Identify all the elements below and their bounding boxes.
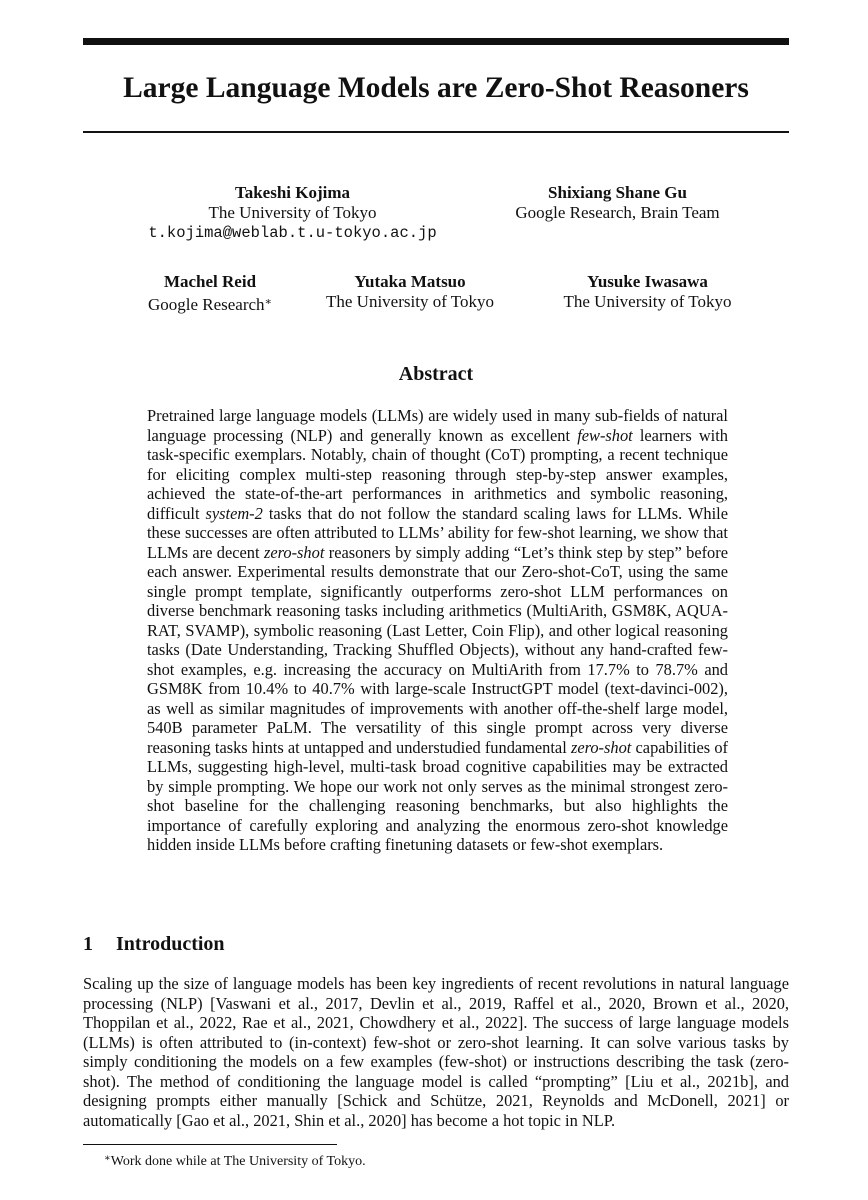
author-affiliation-text: Google Research — [147, 295, 265, 314]
section-title: Introduction — [116, 933, 225, 955]
abstract-emphasis: zero-shot — [263, 542, 325, 562]
abstract-text: learners with task-specific exemplars. Notably, chain of thought (CoT) prompting, a recent technique for eliciting complex multi-step reasoning through step-by-step answer examples, achieved the state-of-the-art performances in arithmetics and symbolic reasoning, difficult — [147, 425, 728, 523]
author-email: t.kojima@weblab.t.u-tokyo.ac.jp — [148, 224, 437, 242]
section-number: 1 — [83, 933, 93, 955]
title-top-rule — [83, 38, 789, 45]
author-affiliation: The University of Tokyo — [563, 292, 732, 311]
abstract-emphasis: zero-shot — [570, 737, 632, 757]
author-name: Takeshi Kojima — [234, 183, 351, 202]
abstract-heading: Abstract — [398, 363, 474, 385]
author-affiliation: The University of Tokyo — [326, 292, 494, 311]
author-name: Shixiang Shane Gu — [548, 183, 687, 202]
author-block — [310, 272, 510, 312]
paper-title: Large Language Models are Zero-Shot Reasoners — [123, 72, 749, 104]
footnote-rule — [83, 1144, 337, 1145]
author-name: Machel Reid — [163, 272, 257, 291]
author-affiliation — [120, 292, 300, 315]
title-bottom-rule — [83, 131, 789, 133]
author-name: Yusuke Iwasawa — [587, 272, 708, 291]
author-affiliation: The University of Tokyo — [208, 203, 377, 222]
abstract-text: tasks that do not follow the standard scaling laws for LLMs. While these successes are often attributed to LLMs’ ability for few-shot learning, we show that LLMs are decent — [147, 503, 728, 562]
abstract-emphasis: few-shot — [577, 425, 633, 445]
author-block — [550, 272, 745, 312]
footnote-text: Work done while at The University of Tokyo. — [110, 1154, 366, 1169]
author-block — [500, 183, 735, 223]
abstract-text: Pretrained large language models (LLMs) are widely used in many sub-fields of natural language processing (NLP) and generally known as excellent — [147, 406, 728, 445]
author-affiliation: Google Research, Brain Team — [515, 203, 720, 222]
author-block — [140, 183, 445, 243]
abstract-body — [147, 406, 728, 855]
introduction-body: Scaling up the size of language models has been key ingredients of recent revolutions in natural language processing (NLP) [Vaswani et al., 2017, Devlin et al., 2019, Raffel et al., 2020, Brown et al., 2020, Thoppilan et al., 2022, Rae et al., 2021, Chowdhery et al., 2022]. The success of large language models (LLMs) is often attributed to (in-context) few-shot or zero-shot learning. It can solve various tasks by simply conditioning the models on a few examples (few-shot) or instructions describing the task (zero-shot). The method of conditioning the language model is called “prompting” [Liu et al., 2021b], and designing prompts either manually [Schick and Schütze, 2021, Reynolds and McDonell, 2021] or automatically [Gao et al., 2021, Shin et al., 2020] has become a hot topic in NLP. — [83, 974, 789, 1130]
abstract-text: capabilities of LLMs, suggesting high-level, multi-task broad cognitive capabilities may be extracted by simple prompting. We hope our work not only serves as the minimal strongest zero-shot baseline for the challenging reasoning benchmarks, but also highlights the importance of carefully exploring and analyzing the enormous zero-shot knowledge hidden inside LLMs before crafting finetuning datasets or few-shot exemplars. — [147, 737, 728, 854]
footnote-mark: ∗ — [104, 1153, 111, 1164]
author-name: Yutaka Matsuo — [354, 272, 466, 291]
section-heading-introduction — [83, 932, 225, 956]
footnote-marker: ∗ — [264, 296, 273, 308]
abstract-text: reasoners by simply adding “Let’s think step by step” before each answer. Experimental results demonstrate that our Zero-shot-CoT, using the same single prompt template, significantly outperforms zero-shot LLM performances on diverse benchmark reasoning tasks including arithmetics (MultiArith, GSM8K, AQUA-RAT, SVAMP), symbolic reasoning (Last Letter, Coin Flip), and other logical reasoning tasks (Date Understanding, Tracking Shuffled Objects), without any hand-crafted few-shot examples, e.g. increasing the accuracy on MultiArith from 17.7% to 78.7% and GSM8K from 10.4% to 40.7% with large-scale InstructGPT model (text-davinci-002), as well as similar magnitudes of improvements with another off-the-shelf large model, 540B parameter PaLM. The versatility of this single prompt across very diverse reasoning tasks hints at untapped and understudied fundamental — [147, 542, 728, 757]
footnote — [104, 1150, 366, 1171]
abstract-emphasis: system-2 — [205, 503, 263, 523]
author-block — [120, 272, 300, 315]
